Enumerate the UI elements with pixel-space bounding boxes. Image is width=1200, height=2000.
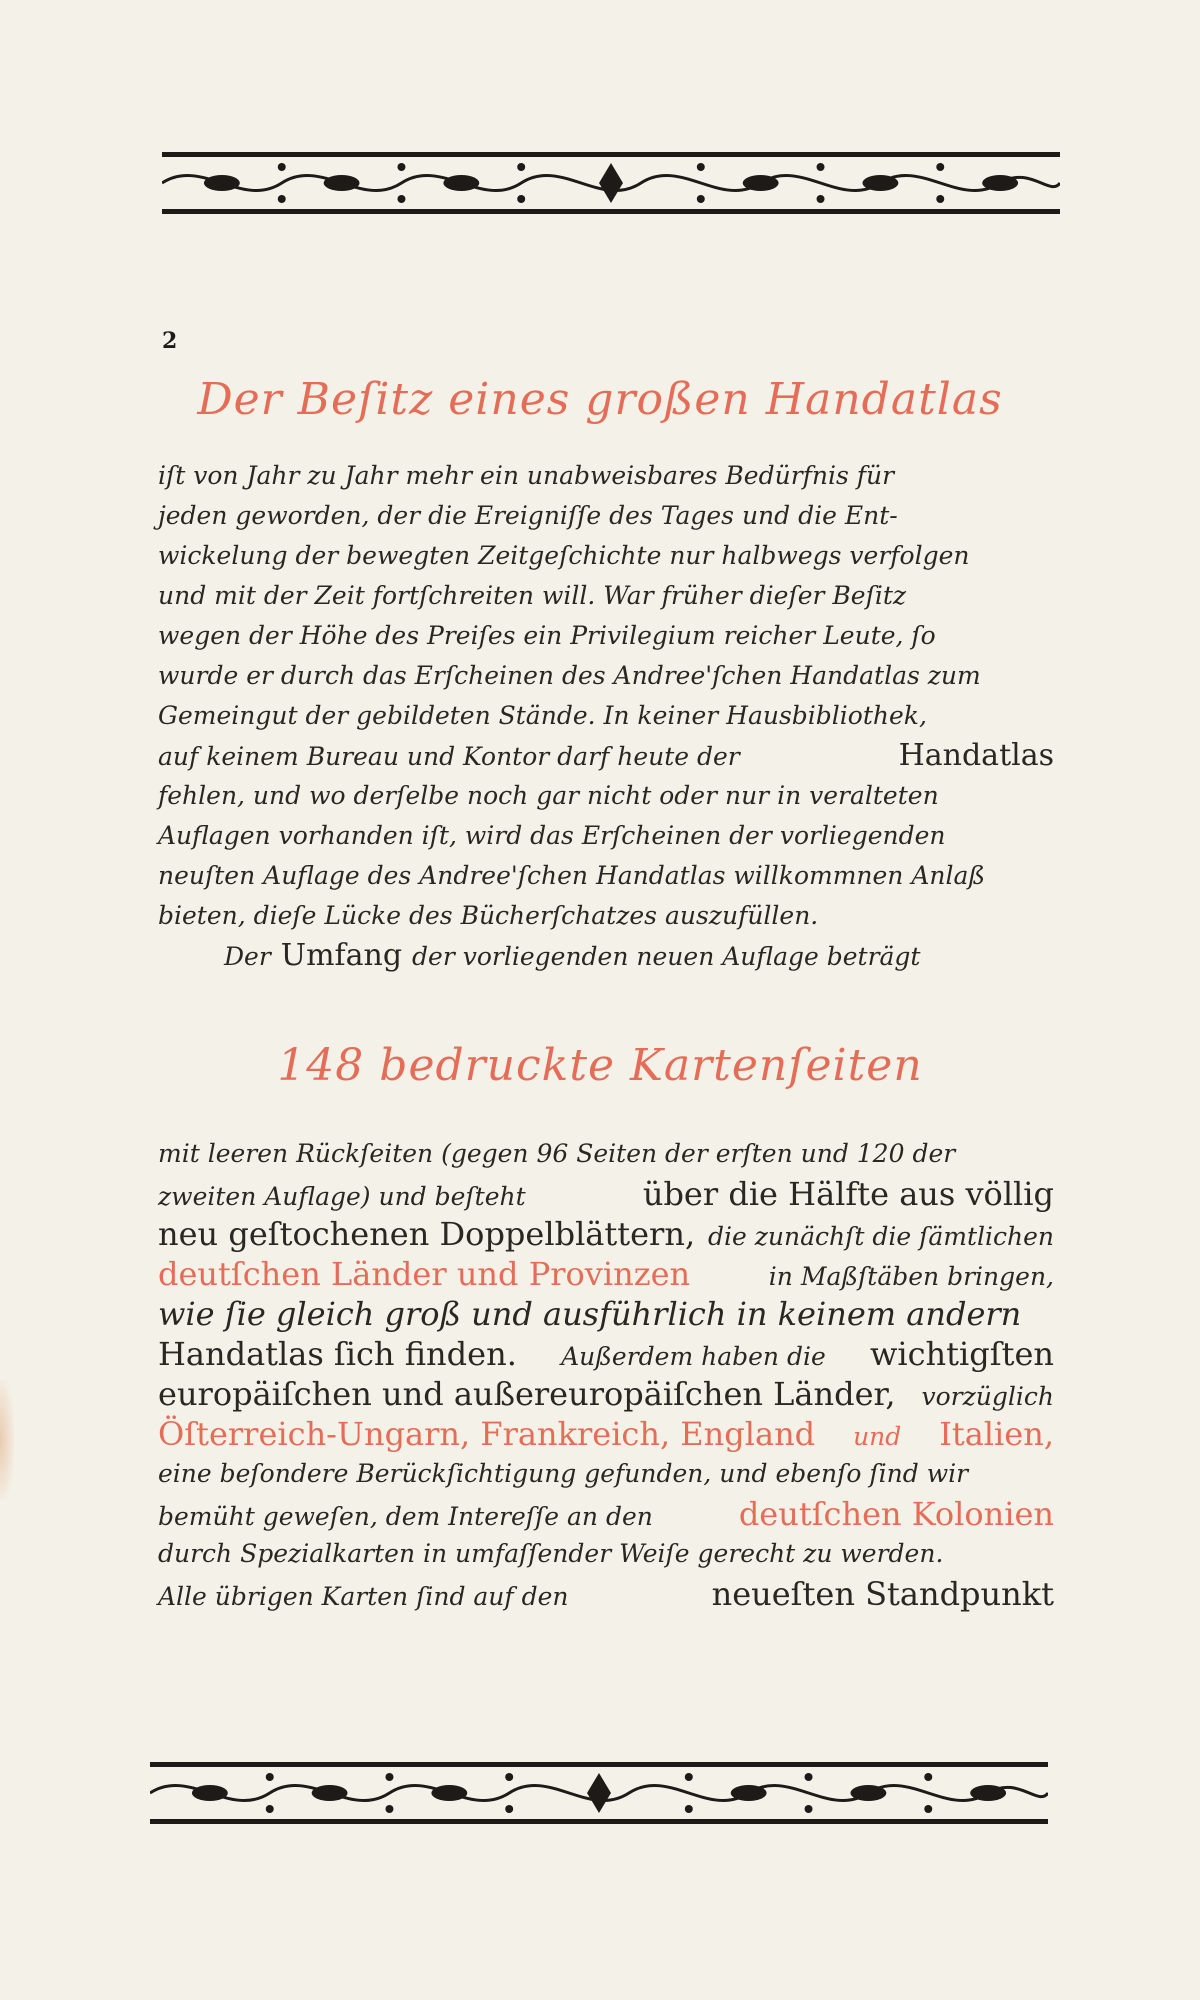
bottom-ornamental-border	[150, 1762, 1048, 1824]
text-span: Gemeingut der gebildeten Stände. In keiner Hausbibliothek,	[158, 701, 927, 730]
text-line	[158, 736, 1054, 776]
text-span: der vorliegenden neuen Auflage beträgt	[412, 942, 921, 971]
text-line	[158, 1414, 1054, 1454]
text-line	[158, 776, 1054, 816]
text-line	[158, 1494, 1054, 1534]
text-line	[158, 536, 1054, 576]
emphasis-text: wie ſie gleich groß und ausführlich in keinem andern	[158, 1295, 1022, 1333]
text-line	[158, 496, 1054, 536]
paragraph-intro	[158, 456, 1054, 976]
text-line	[158, 576, 1054, 616]
text-line	[158, 1334, 1054, 1374]
text-span: wickelung der bewegten Zeitgeſchichte nur halbwegs verfolgen	[158, 541, 970, 570]
text-line	[158, 1134, 1054, 1174]
heading-handatlas: Der Beſitz eines großen Handatlas	[197, 374, 1003, 425]
text-span: wegen der Höhe des Preiſes ein Privilegium reicher Leute, ſo	[158, 621, 936, 650]
text-span: neuſten Auflage des Andree'ſchen Handatlas willkommnen Anlaß	[158, 861, 986, 890]
paper-stain	[0, 1380, 14, 1500]
text-line	[158, 456, 1054, 496]
emphasis-text: neueſten Standpunkt	[711, 1575, 1054, 1613]
text-line	[158, 1454, 1054, 1494]
text-span: vorzüglich	[921, 1382, 1054, 1411]
text-span: wurde er durch das Erſcheinen des Andree'ſchen Handatlas zum	[158, 661, 981, 690]
text-span: bemüht geweſen, dem Intereſſe an den	[158, 1502, 653, 1531]
text-line	[158, 1374, 1054, 1414]
text-span: Alle übrigen Karten ſind auf den	[158, 1582, 569, 1611]
ornament-top-svg	[162, 157, 1060, 209]
text-span: Der	[224, 942, 271, 971]
ornament-bottom-svg	[150, 1767, 1048, 1819]
text-line	[158, 616, 1054, 656]
text-span: iſt von Jahr zu Jahr mehr ein unabweisbares Bedürfnis für	[158, 461, 895, 490]
text-span: durch Spezialkarten in umfaſſender Weiſe gerecht zu werden.	[158, 1539, 944, 1568]
emphasis-red-text: deutſchen Kolonien	[738, 1495, 1054, 1533]
text-line	[158, 896, 1054, 936]
emphasis-text: Handatlas ſich finden.	[158, 1335, 517, 1373]
text-line	[158, 696, 1054, 736]
text-span: Außerdem haben die	[561, 1342, 826, 1371]
text-line	[158, 856, 1054, 896]
emphasis-text: über die Hälfte aus völlig	[642, 1175, 1054, 1213]
emphasis-handatlas: Handatlas	[898, 738, 1054, 773]
text-span: mit leeren Rückſeiten (gegen 96 Seiten der erſten und 120 der	[158, 1139, 956, 1168]
emphasis-red-text: und	[853, 1422, 902, 1451]
emphasis-red-text: Öſterreich-Ungarn, Frankreich, England	[158, 1415, 816, 1453]
text-line	[158, 816, 1054, 856]
emphasis-umfang: Umfang	[280, 938, 403, 973]
heading-kartenseiten: 148 bedruckte Kartenſeiten	[277, 1040, 923, 1091]
paragraph-contents	[158, 1134, 1054, 1614]
text-line	[158, 1214, 1054, 1254]
text-line	[158, 936, 1054, 976]
text-span: auf keinem Bureau und Kontor darf heute der	[158, 742, 740, 771]
text-span: fehlen, und wo derſelbe noch gar nicht oder nur in veralteten	[158, 781, 939, 810]
emphasis-text: neu geſtochenen Doppelblättern,	[158, 1215, 696, 1253]
emphasis-text: wichtigſten	[870, 1335, 1054, 1373]
page-number: 2	[162, 328, 178, 354]
text-span: jeden geworden, der die Ereigniſſe des Tages und die Ent-	[158, 501, 898, 530]
text-span: die zunächſt die ſämtlichen	[707, 1222, 1054, 1251]
text-span: bieten, dieſe Lücke des Bücherſchatzes auszufüllen.	[158, 901, 819, 930]
text-line	[158, 1534, 1054, 1574]
text-span: und mit der Zeit fortſchreiten will. War früher dieſer Beſitz	[158, 581, 907, 610]
text-line	[158, 656, 1054, 696]
text-line	[158, 1294, 1054, 1334]
text-span: Auflagen vorhanden iſt, wird das Erſcheinen der vorliegenden	[158, 821, 946, 850]
top-ornamental-border	[162, 152, 1060, 214]
emphasis-red-text: deutſchen Länder und Provinzen	[158, 1255, 691, 1293]
text-span: in Maßſtäben bringen,	[768, 1262, 1054, 1291]
text-span: zweiten Auflage) und beſteht	[158, 1182, 526, 1211]
emphasis-red-text: Italien,	[939, 1415, 1054, 1453]
text-line	[158, 1574, 1054, 1614]
text-line	[158, 1254, 1054, 1294]
emphasis-text: europäiſchen und außereuropäiſchen Länder,	[158, 1375, 896, 1413]
text-span: eine beſondere Berückſichtigung gefunden, und ebenſo ſind wir	[158, 1459, 969, 1488]
text-line	[158, 1174, 1054, 1214]
